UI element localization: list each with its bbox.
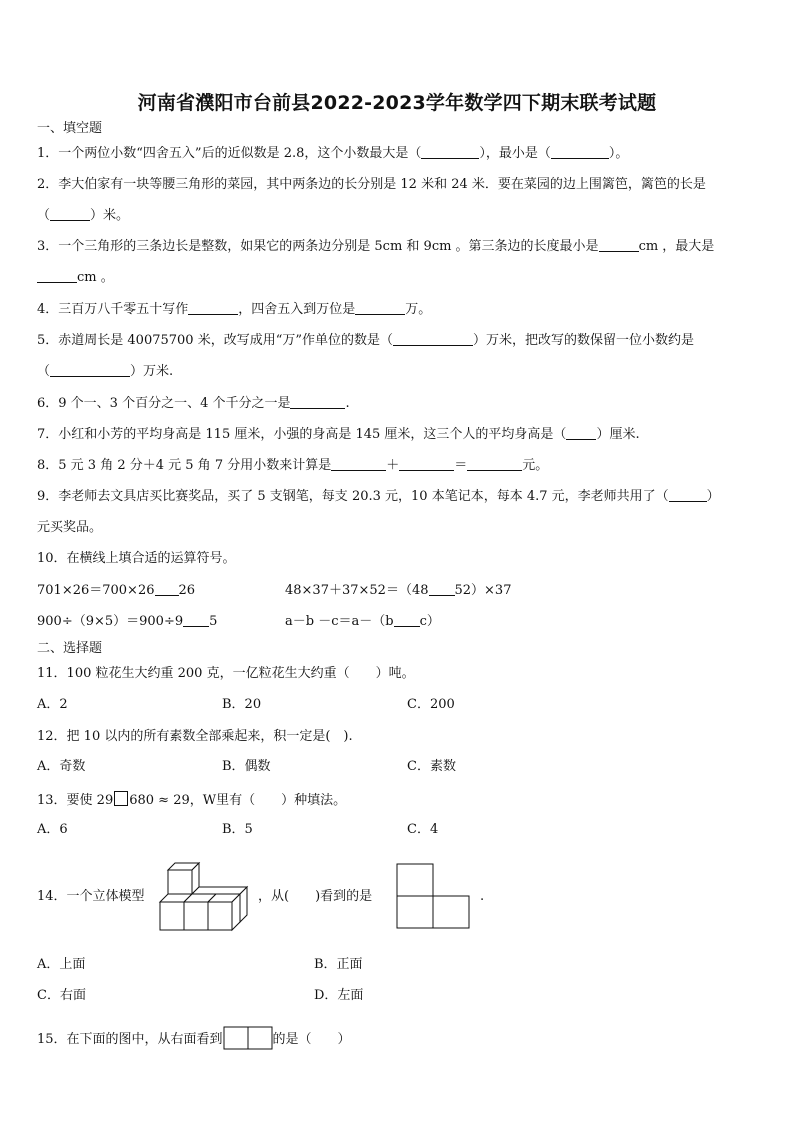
- question-13: [37, 791, 346, 809]
- q4-text-a: 4．三百万八千零五十写作: [37, 302, 189, 317]
- q2-blank: [50, 208, 90, 221]
- question-14-text-b: ，从( )看到的是: [258, 889, 373, 904]
- q8-text-a: 8．5 元 3 角 2 分＋4 元 5 角 7 分用小数来计算是: [37, 458, 332, 473]
- q10-expr-1-right: 26: [178, 583, 196, 598]
- q10-expr-3-right: 5: [209, 614, 218, 629]
- q5-text-b: ）万米，把改写的数保留一位小数约是: [473, 333, 695, 348]
- q7-text-b: ）厘米.: [596, 427, 640, 442]
- question-10-heading: 10．在横线上填合适的运算符号。: [37, 551, 236, 566]
- q9-text-a: 9．李老师去文具店买比赛奖品，买了 5 支钢笔，每支 20.3 元，10 本笔记本，每本 4.7 元，李老师共用了（: [37, 489, 669, 504]
- q10-expr-2: [285, 583, 511, 599]
- q14-option-b[interactable]: B．正面: [314, 957, 363, 972]
- q9-text-b: ）: [706, 489, 720, 504]
- q14-option-c[interactable]: C．右面: [37, 988, 86, 1003]
- q13-empty-box: [114, 791, 128, 806]
- q10-expr-2-left: 48×37＋37×52＝（48: [285, 583, 429, 598]
- q12-option-a[interactable]: A．奇数: [37, 759, 86, 774]
- q3-blank-max: [37, 270, 77, 283]
- q10-blank-4: [394, 614, 420, 627]
- q11-option-c[interactable]: C．200: [407, 697, 455, 712]
- question-11: 11．100 粒花生大约重 200 克，一亿粒花生大约重（ ）吨。: [37, 666, 415, 681]
- question-4: [37, 302, 431, 318]
- q3-text-b: cm ，最大是: [638, 239, 715, 254]
- q10-expr-3: [37, 614, 217, 630]
- q13-text-a: 13．要使 29: [37, 793, 114, 808]
- q8-text-b: 元。: [522, 458, 549, 473]
- question-2-line-1: 2．李大伯家有一块等腰三角形的菜园，其中两条边的长分别是 12 米和 24 米．要在菜园的边上围篱笆，篱笆的长是: [37, 177, 706, 192]
- q3-blank-min: [599, 239, 639, 252]
- cube-bottom-1: [160, 902, 184, 930]
- question-2-line-2: [37, 208, 129, 224]
- q10-expr-1-left: 701×26＝700×26: [37, 583, 155, 598]
- q5-text-c: （: [37, 364, 51, 379]
- question-8: [37, 458, 548, 474]
- q5-blank-approx: [50, 364, 130, 377]
- page-title: 河南省濮阳市台前县2022-2023学年数学四下期末联考试题: [137, 92, 657, 114]
- q5-blank-wan: [393, 333, 473, 346]
- question-15: [37, 1026, 351, 1050]
- q10-blank-2: [429, 583, 455, 596]
- question-6: [37, 396, 350, 412]
- q12-option-b[interactable]: B．偶数: [222, 759, 271, 774]
- q8-blank-3: [467, 458, 522, 471]
- section-heading-choice: 二、选择题: [37, 641, 103, 656]
- q12-option-c[interactable]: C．素数: [407, 759, 456, 774]
- q2-text-a: （: [37, 208, 51, 223]
- q4-text-b: ，四舍五入到万位是: [238, 302, 356, 317]
- question-5-line-2: [37, 364, 173, 380]
- q6-text-b: .: [345, 396, 350, 411]
- q4-blank-written: [188, 302, 238, 315]
- q3-text-a: 3．一个三角形的三条边长是整数，如果它的两条边分别是 5cm 和 9cm 。第三条边的长度最小是: [37, 239, 599, 254]
- q1-blank-min: [551, 146, 609, 159]
- q8-blank-1: [331, 458, 386, 471]
- q5-text-d: ）万米.: [130, 364, 174, 379]
- cube-bottom-3: [208, 902, 232, 930]
- q3-text-c: cm 。: [77, 270, 114, 285]
- cube-model-figure: [158, 862, 250, 934]
- question-3-line-1: [37, 239, 714, 255]
- q9-blank: [669, 489, 707, 502]
- q5-text-a: 5．赤道周长是 40075700 米，改写成用“万”作单位的数是（: [37, 333, 393, 348]
- q13-option-b[interactable]: B．5: [222, 822, 253, 837]
- question-9-line-1: [37, 489, 720, 505]
- q7-text-a: 7．小红和小芳的平均身高是 115 厘米，小强的身高是 145 厘米，这三个人的平均身高是（: [37, 427, 567, 442]
- q1-blank-max: [421, 146, 479, 159]
- cube-back-side: [240, 887, 247, 922]
- q1-text-b: ），最小是（: [479, 146, 551, 161]
- question-14-text-c: .: [480, 889, 485, 904]
- view-shape-figure: [396, 863, 472, 929]
- q10-expr-1: [37, 583, 195, 599]
- q13-option-c[interactable]: C．4: [407, 822, 439, 837]
- cube-row-top-face: [192, 887, 247, 894]
- q14-option-d[interactable]: D．左面: [314, 988, 364, 1003]
- q8-equals-sign: ＝: [454, 458, 468, 473]
- q13-text-b: 680 ≈ 29，W里有（ ）种填法。: [129, 793, 347, 808]
- q11-option-a[interactable]: A．2: [37, 697, 68, 712]
- q10-blank-3: [183, 614, 209, 627]
- q11-option-b[interactable]: B．20: [222, 697, 262, 712]
- q15-text-b: 的是（ ）: [272, 1032, 351, 1047]
- section-heading-fill-in: 一、填空题: [37, 121, 103, 136]
- q6-blank: [290, 396, 345, 409]
- q13-option-a[interactable]: A．6: [37, 822, 68, 837]
- question-5-line-1: [37, 333, 694, 349]
- question-3-line-2: [37, 270, 114, 286]
- cube-upper: [168, 870, 192, 894]
- cube-bottom-2: [184, 902, 208, 930]
- q10-expr-2-right: 52）×37: [454, 583, 512, 598]
- q6-text-a: 6．9 个一、3 个百分之一、4 个千分之一是: [37, 396, 291, 411]
- q15-text-a: 15．在下面的图中，从右面看到: [37, 1032, 223, 1047]
- question-1: [37, 146, 628, 162]
- question-14-text-a: 14．一个立体模型: [37, 889, 145, 904]
- q2-text-b: ）米。: [90, 208, 130, 223]
- q8-plus-sign: ＋: [386, 458, 400, 473]
- q8-blank-2: [399, 458, 454, 471]
- q4-blank-rounded: [355, 302, 405, 315]
- q4-text-c: 万。: [405, 302, 432, 317]
- question-12: 12．把 10 以内的所有素数全部乘起来，积一定是( ).: [37, 729, 353, 744]
- q10-blank-1: [155, 583, 179, 596]
- q10-expr-4: [285, 614, 440, 630]
- q14-option-a[interactable]: A．上面: [37, 957, 86, 972]
- q7-blank: [566, 427, 596, 440]
- q1-text-c: ）。: [608, 146, 629, 161]
- q10-expr-4-right: c）: [419, 614, 440, 629]
- two-square-view-figure: [223, 1026, 273, 1050]
- question-9-line-2: 元买奖品。: [37, 520, 103, 535]
- q10-expr-4-left: a－b －c＝a－（b: [285, 614, 394, 629]
- q10-expr-3-left: 900÷（9×5）＝900÷9: [37, 614, 184, 629]
- q1-text-a: 1．一个两位小数“四舍五入”后的近似数是 2.8，这个小数最大是（: [37, 146, 422, 161]
- question-7: [37, 427, 640, 443]
